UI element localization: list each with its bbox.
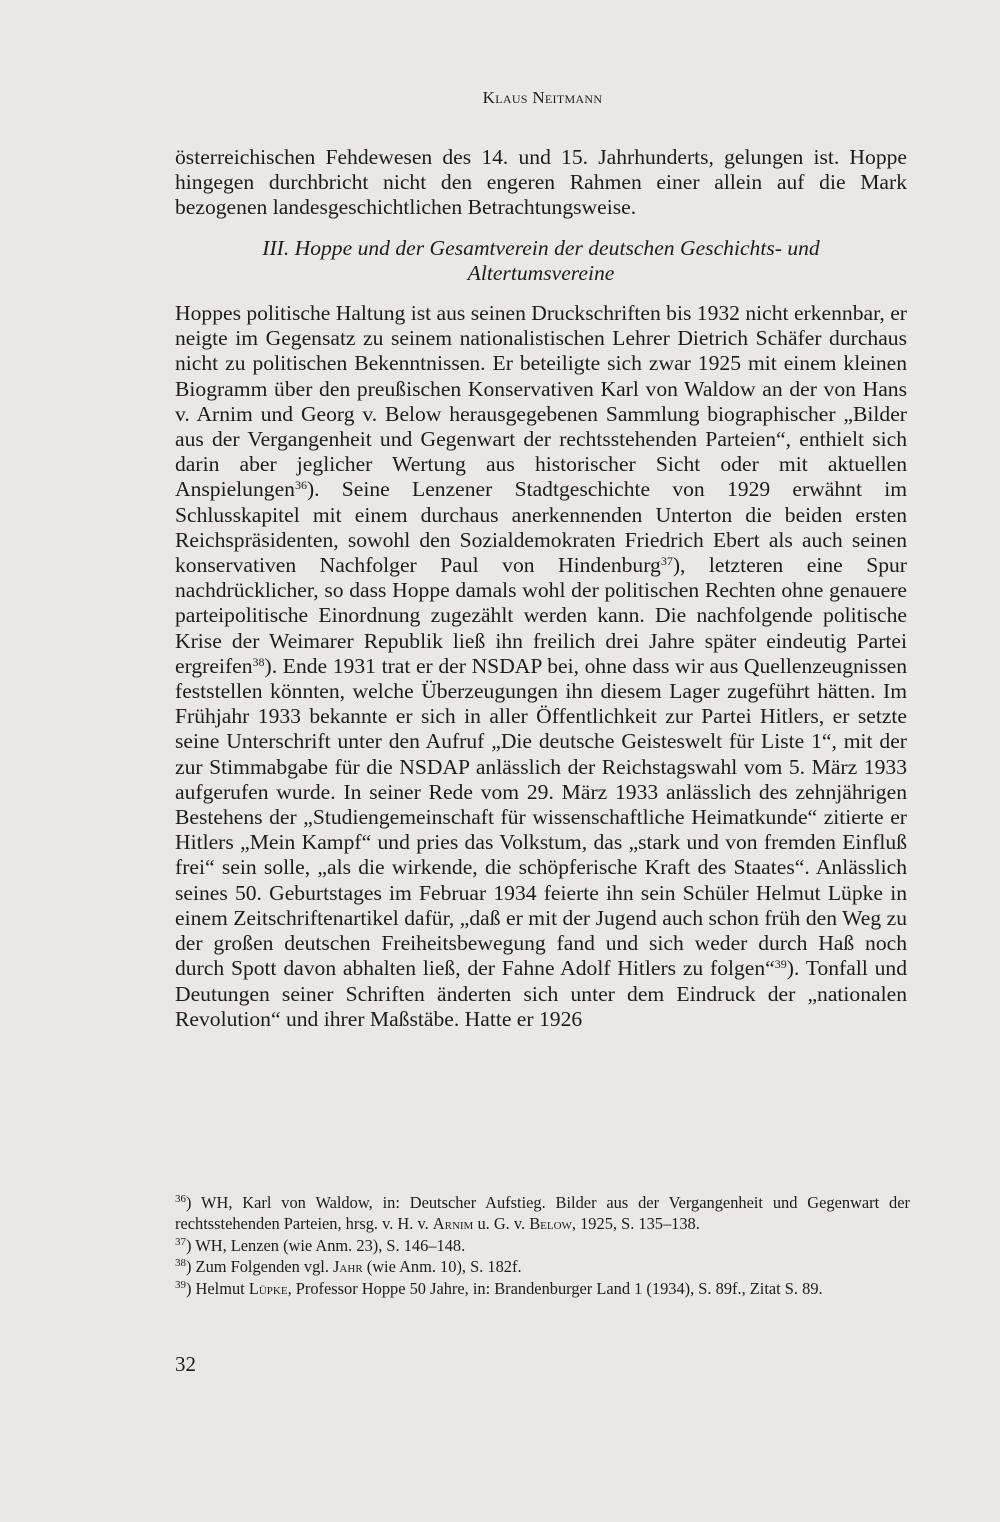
footnote-39 [175,1278,910,1299]
footnote-text: (wie Anm. 10), S. 182f. [362,1257,522,1277]
section-heading [175,236,907,286]
footnote-reference: 38 [252,654,265,669]
paragraph-text: ), letzteren eine Spur nachdrücklicher, so dass Hoppe damals wohl der politischen Rechten ohne genauere parteipolitische Einordnung zugezählt werden kann. Die nachfolgende politische Krise der Weimarer Republik ließ ihn freilich drei Jahre später eindeutig Partei ergreifen [175,553,907,678]
footnote-number: 37 [175,1235,186,1248]
footnote-text: u. G. v. [473,1214,530,1234]
footnote-36 [175,1192,910,1235]
footnote-text: , 1925, S. 135–138. [571,1214,700,1234]
footnote-38 [175,1256,910,1277]
main-paragraph [175,301,907,1032]
footnotes [175,1192,910,1299]
footnote-reference: 36 [294,478,307,493]
paragraph-text: ). Tonfall und Deutungen seiner Schriften änderten sich unter dem Eindruck der „nationalen Revolution“ und ihrer Maßstäbe. Hatte er 1926 [175,956,907,1031]
running-head: Klaus Neitmann [482,88,603,107]
author-name: Below [529,1214,572,1234]
footnote-text: ) WH, Lenzen (wie Anm. 23), S. 146–148. [186,1235,466,1255]
intro-paragraph: österreichischen Fehdewesen des 14. und 15. Jahrhunderts, gelungen ist. Hoppe hingegen durchbricht nicht den engeren Rahmen einer allein auf die Mark bezogenen landesgeschichtlichen Betrachtungsweise. [175,145,907,220]
footnote-37 [175,1235,910,1256]
author-name: Lüpke [248,1278,288,1298]
section-heading-line-1: III. Hoppe und der Gesamtverein der deutschen Geschichts- und [262,235,820,260]
page-number: 32 [175,1352,196,1376]
section-heading-line-2: Altertumsvereine [467,260,615,285]
footnote-text: ) Zum Folgenden vgl. [186,1257,334,1277]
footnote-number: 39 [175,1278,186,1291]
footnote-text: ) WH, Karl von Waldow, in: Deutscher Aufstieg. Bilder aus der Vergangenheit und Gegenwart der rechtsstehenden Parteien, hrsg. v. H. v. [175,1193,910,1234]
footnote-text: , Professor Hoppe 50 Jahre, in: Brandenburger Land 1 (1934), S. 89f., Zitat S. 89. [287,1278,823,1298]
paragraph-text: ). Seine Lenzener Stadtgeschichte von 1929 erwähnt im Schlusskapitel mit einem durchaus anerkennenden Unterton die beiden ersten Reichspräsidenten, sowohl den Sozialdemokraten Friedrich Ebert als auch seinen konservativen Nachfolger Paul von Hindenburg [175,477,907,578]
footnote-number: 36 [175,1193,186,1205]
footnote-reference: 39 [774,957,787,972]
main-text [175,145,907,1032]
footnote-reference: 37 [660,554,673,569]
footnote-number: 38 [175,1257,186,1270]
author-name: Jahr [333,1257,363,1277]
footnote-text: ) Helmut [186,1278,249,1298]
paragraph-text: Hoppes politische Haltung ist aus seinen Druckschriften bis 1932 nicht erkennbar, er neigte im Gegensatz zu seinem nationalistischen Lehrer Dietrich Schäfer durchaus nicht zu politischen Bekenntnissen. Er beteiligte sich zwar 1925 mit einem kleinen Biogramm über den preußischen Konservativen Karl von Waldow an der von Hans v. Arnim und Georg v. Below herausgegebenen Sammlung biographischer „Bilder aus der Vergangenheit und Gegenwart der rechtsstehenden Parteien“, enthielt sich darin aber jeglicher Wertung aus historischer Sicht oder mit aktuellen Anspielungen [175,301,907,502]
author-name: Arnim [432,1214,474,1234]
paragraph-text: ). Ende 1931 trat er der NSDAP bei, ohne dass wir aus Quellenzeugnissen feststellen könnten, welche Überzeugungen ihn diesem Lager zugeführt hätten. Im Frühjahr 1933 bekannte er sich in aller Öffentlichkeit zur Partei Hitlers, er setzte seine Unterschrift unter den Aufruf „Die deutsche Geisteswelt für Liste 1“, mit der zur Stimmabgabe für die NSDAP anlässlich der Reichstagswahl vom 5. März 1933 aufgerufen wurde. In seiner Rede vom 29. März 1933 anlässlich des zehnjährigen Bestehens der „Studiengemeinschaft für wissenschaftliche Heimatkunde“ zitierte er Hitlers „Mein Kampf“ und pries das Volkstum, das „stark und von fremden Einfluß frei“ sein solle, „als die wirkende, die schöpferische Kraft des Staates“. Anlässlich seines 50. Geburtstages im Februar 1934 feierte ihn sein Schüler Helmut Lüpke in einem Zeitschriftenartikel dafür, „daß er mit der Jugend auch schon früh den Weg zu der großen deutschen Freiheitsbewegung fand und sich weder durch Haß noch durch Spott davon abhalten ließ, der Fahne Adolf Hitlers zu folgen“ [175,653,907,981]
